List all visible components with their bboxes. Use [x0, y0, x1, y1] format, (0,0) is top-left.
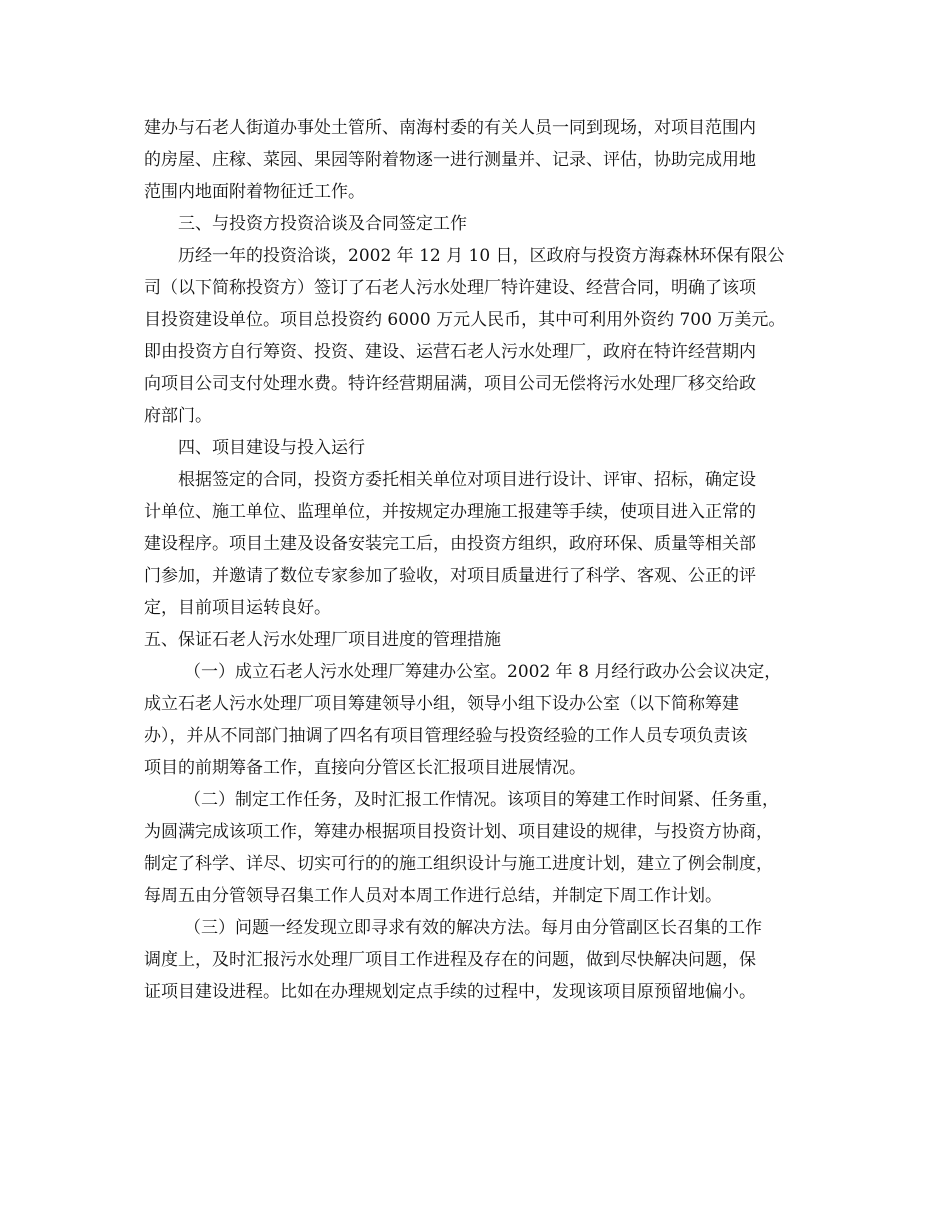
text-line: （三）问题一经发现立即寻求有效的解决方法。每月由分管副区长召集的工作 [184, 918, 762, 938]
text-line: 建设程序。项目土建及设备安装完工后，由投资方组织，政府环保、质量等相关部 [144, 534, 756, 554]
text-line: 建办与石老人街道办事处土管所、南海村委的有关人员一同到现场，对项目范围内 [144, 118, 756, 138]
text-line: 府部门。 [144, 406, 212, 426]
paragraph-measure-3 [144, 912, 824, 1008]
text-line: 即由投资方自行筹资、投资、建设、运营石老人污水处理厂，政府在特许经营期内 [144, 342, 756, 362]
text-line: 为圆满完成该项工作，筹建办根据项目投资计划、项目建设的规律，与投资方协商， [144, 822, 773, 842]
paragraph-measure-1 [144, 656, 824, 784]
text-line: 范围内地面附着物征迁工作。 [144, 182, 365, 202]
text-line: 办），并从不同部门抽调了四名有项目管理经验与投资经验的工作人员专项负责该 [144, 726, 748, 746]
text-line: 历经一年的投资洽谈，2002 年 12 月 10 日，区政府与投资方海森林环保有限公 [178, 246, 785, 266]
text-line: 项目的前期筹备工作，直接向分管区长汇报项目进展情况。 [144, 758, 586, 778]
paragraph-construction [144, 464, 824, 624]
text-line: 调度上，及时汇报污水处理厂项目工作进程及存在的问题，做到尽快解决问题，保 [144, 950, 756, 970]
text-line: （二）制定工作任务，及时汇报工作情况。该项目的筹建工作时间紧、任务重， [184, 790, 779, 810]
section-heading-3: 三、与投资方投资洽谈及合同签定工作 [178, 214, 467, 234]
text-line: 向项目公司支付处理水费。特许经营期届满，项目公司无偿将污水处理厂移交给政 [144, 374, 756, 394]
text-line: 计单位、施工单位、监理单位，并按规定办理施工报建等手续，使项目进入正常的 [144, 502, 756, 522]
paragraph-measure-2 [144, 784, 824, 912]
text-line: （一）成立石老人污水处理厂筹建办公室。2002 年 8 月经行政办公会议决定， [184, 662, 782, 682]
text-line: 每周五由分管领导召集工作人员对本周工作进行总结，并制定下周工作计划。 [144, 886, 722, 906]
text-line: 证项目建设进程。比如在办理规划定点手续的过程中，发现该项目原预留地偏小。 [144, 982, 756, 1002]
text-line: 司（以下简称投资方）签订了石老人污水处理厂特许建设、经营合同，明确了该项 [144, 278, 756, 298]
paragraph-land-clearance [144, 112, 824, 208]
text-line: 根据签定的合同，投资方委托相关单位对项目进行设计、评审、招标，确定设 [178, 470, 756, 490]
text-line: 目投资建设单位。项目总投资约 6000 万元人民币，其中可利用外资约 700 万美元。 [144, 310, 786, 330]
text-line: 的房屋、庄稼、菜园、果园等附着物逐一进行测量并、记录、评估，协助完成用地 [144, 150, 756, 170]
text-line: 制定了科学、详尽、切实可行的的施工组织设计与施工进度计划，建立了例会制度， [144, 854, 773, 874]
document-page [144, 112, 824, 1008]
text-line: 定，目前项目运转良好。 [144, 598, 331, 618]
text-line: 门参加，并邀请了数位专家参加了验收，对项目质量进行了科学、客观、公正的评 [144, 566, 756, 586]
section-heading-5: 五、保证石老人污水处理厂项目进度的管理措施 [144, 630, 501, 650]
text-line: 成立石老人污水处理厂项目筹建领导小组，领导小组下设办公室（以下简称筹建 [144, 694, 739, 714]
section-heading-4: 四、项目建设与投入运行 [178, 438, 365, 458]
paragraph-investment [144, 240, 824, 432]
